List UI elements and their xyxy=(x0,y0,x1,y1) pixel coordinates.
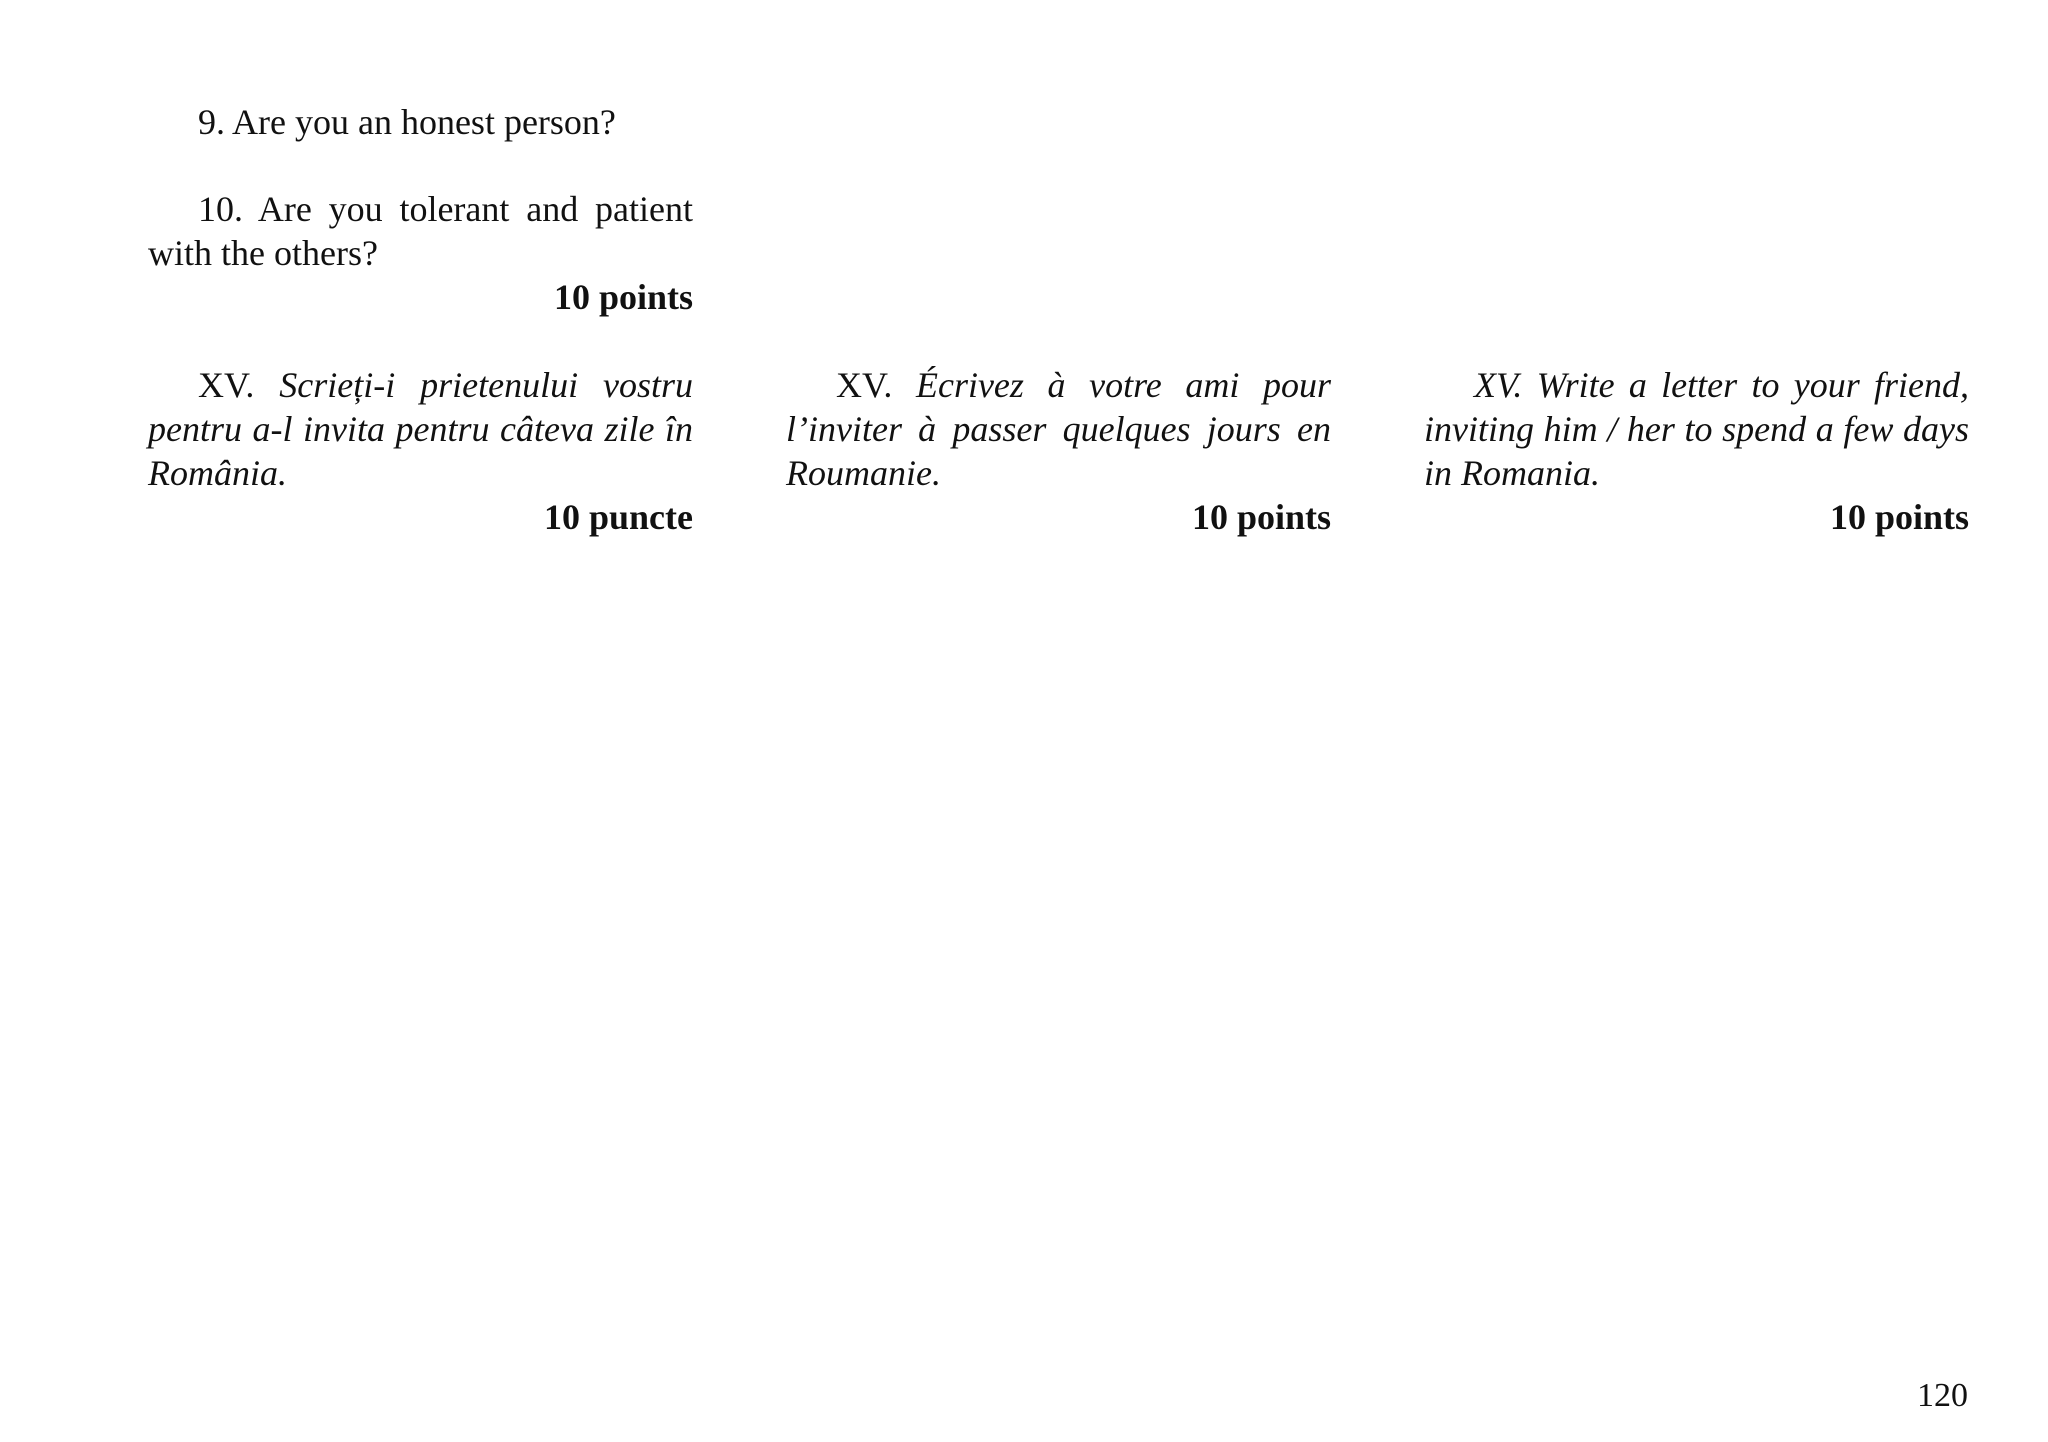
exercise-xv-english xyxy=(1424,363,1969,539)
exercise-xv-french-text xyxy=(786,363,1331,495)
exercise-number: XV. xyxy=(836,365,893,405)
question-10: 10. Are you tolerant and patient with the others? xyxy=(148,189,693,273)
exercise-xv-english-text: XV. Write a letter to your friend, inviting him / her to spend a few days in Romania. xyxy=(1424,365,1969,493)
question-10-points: 10 points xyxy=(553,277,693,317)
question-9: 9. Are you an honest person? xyxy=(198,102,616,142)
exercise-xv-romanian-text xyxy=(148,363,693,495)
exercise-number: XV. xyxy=(198,365,255,405)
exercise-xv-english-points: 10 points xyxy=(1829,497,1969,537)
exercise-xv-french-points: 10 points xyxy=(1191,497,1331,537)
exercise-xv-romanian xyxy=(148,363,693,539)
page-number: 120 xyxy=(1917,1377,1968,1414)
question-9-block xyxy=(148,100,693,144)
exercise-instruction: Écrivez à votre ami pour l’inviter à passer quelques jours en Roumanie. xyxy=(786,365,1331,493)
question-10-block xyxy=(148,187,693,319)
exercise-xv-romanian-points: 10 puncte xyxy=(543,497,693,537)
exercise-xv-french xyxy=(786,363,1331,539)
exercise-instruction: Scrieți-i prietenului vostru pentru a-l invita pentru câteva zile în România. xyxy=(148,365,694,493)
